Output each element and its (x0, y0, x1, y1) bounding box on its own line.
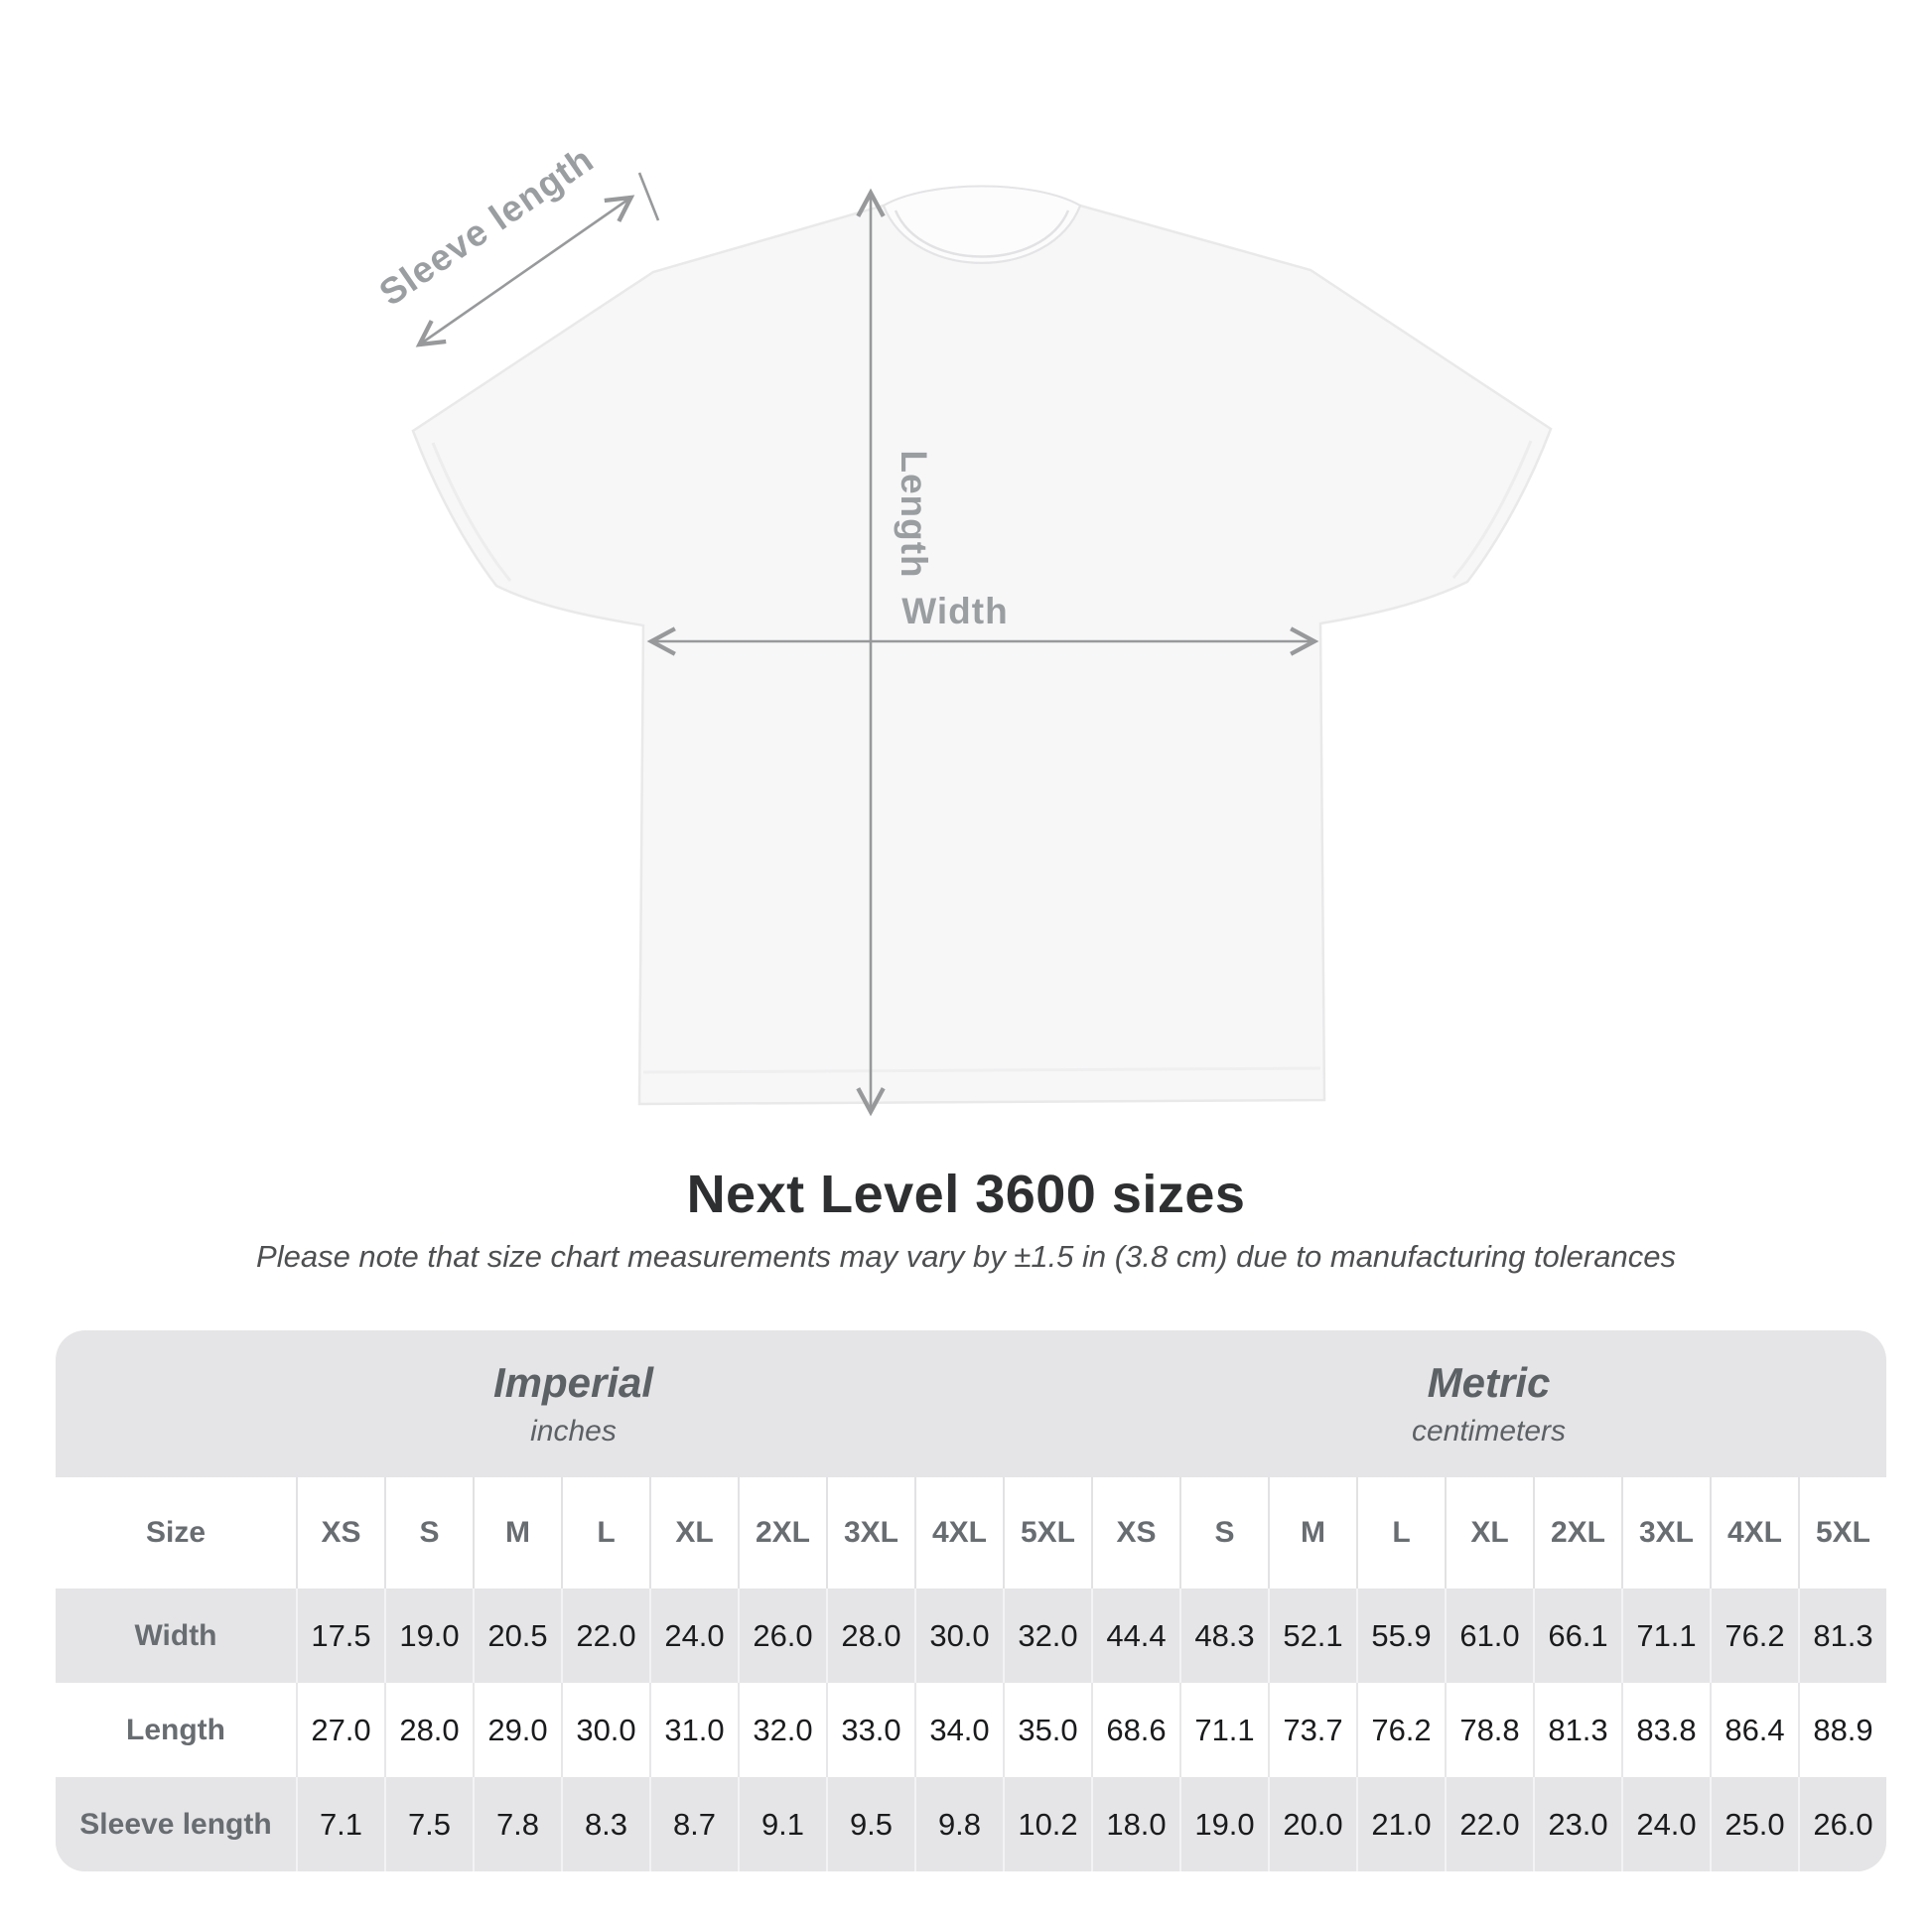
value-cell-imperial: 32.0 (738, 1683, 826, 1777)
size-header-imperial-s: S (384, 1477, 473, 1588)
length-label: Length (894, 450, 934, 579)
metric-title: Metric (1427, 1359, 1551, 1406)
row-label: Length (126, 1713, 225, 1746)
value-cell-metric: 81.3 (1798, 1588, 1886, 1683)
value-cell-metric: 20.0 (1268, 1777, 1356, 1871)
size-header-imperial-l: L (561, 1477, 649, 1588)
measurement-row-width (56, 1588, 1886, 1683)
value-cell-metric: 18.0 (1091, 1777, 1179, 1871)
value-cell-imperial: 8.3 (561, 1777, 649, 1871)
size-header-metric-3xl: 3XL (1621, 1477, 1710, 1588)
value-cell-metric: 24.0 (1621, 1777, 1710, 1871)
value-cell-imperial: 19.0 (384, 1588, 473, 1683)
row-label: Width (134, 1618, 217, 1652)
value-cell-imperial: 30.0 (914, 1588, 1003, 1683)
value-cell-imperial: 7.8 (473, 1777, 561, 1871)
value-cell-metric: 22.0 (1445, 1777, 1533, 1871)
value-cell-imperial: 9.5 (826, 1777, 914, 1871)
size-header-metric-s: S (1179, 1477, 1268, 1588)
sleeve-length-label: Sleeve length (371, 138, 602, 314)
value-cell-imperial: 33.0 (826, 1683, 914, 1777)
size-header-row (56, 1477, 1886, 1588)
value-cell-metric: 19.0 (1179, 1777, 1268, 1871)
value-cell-metric: 76.2 (1356, 1683, 1445, 1777)
value-cell-imperial: 26.0 (738, 1588, 826, 1683)
size-header-imperial-xs: XS (296, 1477, 384, 1588)
value-cell-imperial: 24.0 (649, 1588, 738, 1683)
size-table-grid (56, 1477, 1886, 1871)
value-cell-metric: 25.0 (1710, 1777, 1798, 1871)
value-cell-imperial: 28.0 (384, 1683, 473, 1777)
value-cell-metric: 71.1 (1621, 1588, 1710, 1683)
imperial-title: Imperial (492, 1359, 654, 1406)
page-title: Next Level 3600 sizes (686, 1165, 1246, 1224)
measurement-row-length (56, 1683, 1886, 1777)
value-cell-imperial: 31.0 (649, 1683, 738, 1777)
value-cell-metric: 86.4 (1710, 1683, 1798, 1777)
value-cell-imperial: 22.0 (561, 1588, 649, 1683)
value-cell-metric: 44.4 (1091, 1588, 1179, 1683)
size-header-metric-5xl: 5XL (1798, 1477, 1886, 1588)
value-cell-metric: 21.0 (1356, 1777, 1445, 1871)
value-cell-metric: 48.3 (1179, 1588, 1268, 1683)
value-cell-imperial: 35.0 (1003, 1683, 1091, 1777)
size-header-metric-2xl: 2XL (1533, 1477, 1621, 1588)
value-cell-imperial: 27.0 (296, 1683, 384, 1777)
size-header-metric-l: L (1356, 1477, 1445, 1588)
size-column-header: Size (145, 1516, 207, 1549)
size-header-metric-m: M (1268, 1477, 1356, 1588)
value-cell-imperial: 9.8 (914, 1777, 1003, 1871)
value-cell-imperial: 7.1 (296, 1777, 384, 1871)
row-label: Sleeve length (79, 1807, 272, 1841)
value-cell-metric: 76.2 (1710, 1588, 1798, 1683)
value-cell-metric: 26.0 (1798, 1777, 1886, 1871)
size-header-imperial-m: M (473, 1477, 561, 1588)
size-header-metric-4xl: 4XL (1710, 1477, 1798, 1588)
value-cell-imperial: 32.0 (1003, 1588, 1091, 1683)
unit-header-row (56, 1330, 1886, 1477)
width-label: Width (901, 591, 1009, 631)
value-cell-metric: 61.0 (1445, 1588, 1533, 1683)
value-cell-metric: 66.1 (1533, 1588, 1621, 1683)
value-cell-metric: 52.1 (1268, 1588, 1356, 1683)
value-cell-metric: 68.6 (1091, 1683, 1179, 1777)
page-subtitle: Please note that size chart measurements may vary by ±1.5 in (3.8 cm) due to manufacturing tolerances (256, 1239, 1676, 1274)
size-header-imperial-4xl: 4XL (914, 1477, 1003, 1588)
value-cell-metric: 73.7 (1268, 1683, 1356, 1777)
value-cell-imperial: 8.7 (649, 1777, 738, 1871)
size-header-imperial-5xl: 5XL (1003, 1477, 1091, 1588)
value-cell-imperial: 20.5 (473, 1588, 561, 1683)
value-cell-metric: 55.9 (1356, 1588, 1445, 1683)
tshirt-illustration (413, 187, 1551, 1105)
value-cell-metric: 78.8 (1445, 1683, 1533, 1777)
metric-header (1091, 1330, 1886, 1477)
sleeve-end-tick (639, 173, 658, 220)
value-cell-imperial: 7.5 (384, 1777, 473, 1871)
size-table (56, 1330, 1886, 1871)
value-cell-metric: 81.3 (1533, 1683, 1621, 1777)
value-cell-metric: 83.8 (1621, 1683, 1710, 1777)
size-header-metric-xs: XS (1091, 1477, 1179, 1588)
size-header-metric-xl: XL (1445, 1477, 1533, 1588)
size-header-imperial-3xl: 3XL (826, 1477, 914, 1588)
value-cell-imperial: 30.0 (561, 1683, 649, 1777)
value-cell-imperial: 9.1 (738, 1777, 826, 1871)
value-cell-metric: 23.0 (1533, 1777, 1621, 1871)
size-header-imperial-2xl: 2XL (738, 1477, 826, 1588)
measurement-row-sleeve-length (56, 1777, 1886, 1871)
value-cell-imperial: 17.5 (296, 1588, 384, 1683)
value-cell-imperial: 10.2 (1003, 1777, 1091, 1871)
imperial-unit: inches (530, 1415, 617, 1448)
value-cell-imperial: 29.0 (473, 1683, 561, 1777)
imperial-header (56, 1330, 1091, 1477)
value-cell-metric: 88.9 (1798, 1683, 1886, 1777)
value-cell-imperial: 28.0 (826, 1588, 914, 1683)
metric-unit: centimeters (1411, 1415, 1567, 1448)
value-cell-imperial: 34.0 (914, 1683, 1003, 1777)
value-cell-metric: 71.1 (1179, 1683, 1268, 1777)
size-header-imperial-xl: XL (649, 1477, 738, 1588)
